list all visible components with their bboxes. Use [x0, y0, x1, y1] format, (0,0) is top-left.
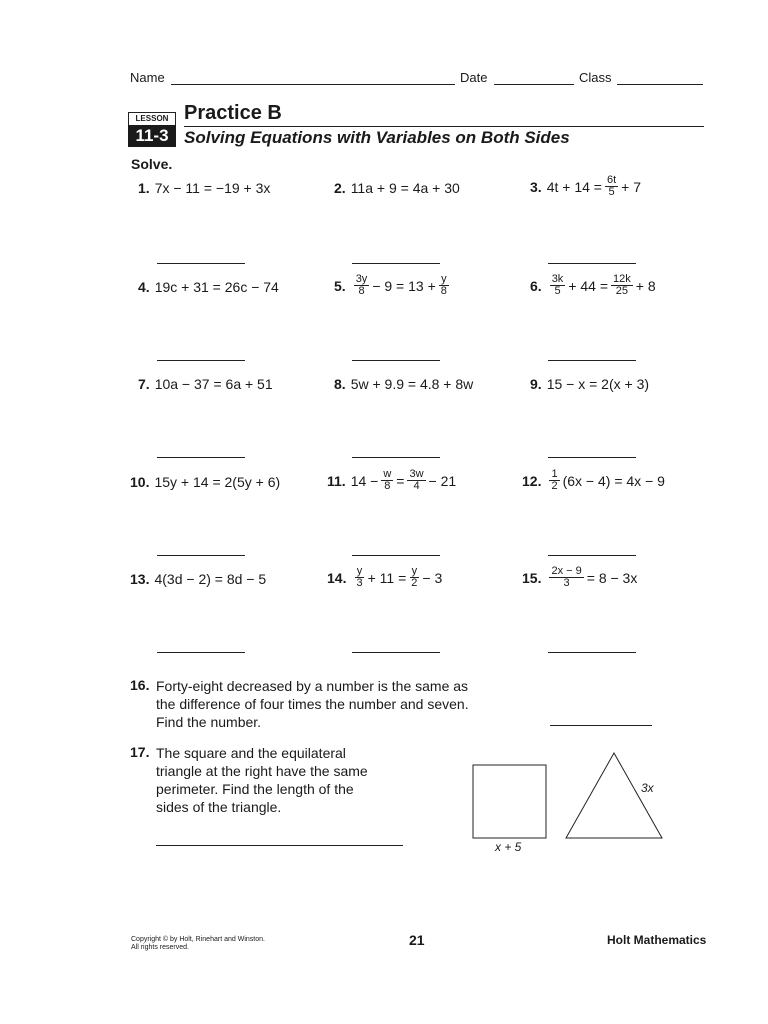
equation-part: + 11 =	[367, 569, 407, 586]
answer-line-17[interactable]	[156, 845, 403, 846]
answer-line-4[interactable]	[157, 360, 245, 361]
equation-part: =	[396, 472, 405, 489]
answer-line-12[interactable]	[548, 555, 636, 556]
equation-part: 14 −	[350, 472, 379, 489]
problem-9: 9. 15 − x = 2(x + 3)	[530, 376, 650, 392]
equation-part: − 21	[428, 472, 457, 489]
problem-7: 7. 10a − 37 = 6a + 51	[138, 376, 273, 392]
fraction: $\frac{3k}{5}$	[551, 273, 564, 297]
lesson-number: 11-3	[128, 125, 176, 147]
date-field[interactable]	[494, 84, 574, 85]
equation-part: − 9 = 13 +	[372, 277, 436, 294]
equation: 15y + 14 = 2(5y + 6)	[154, 474, 281, 490]
answer-line-16[interactable]	[550, 725, 652, 726]
title-rule	[184, 126, 704, 127]
equation-part: + 8	[635, 277, 656, 294]
fraction: $\frac{3y}{8}$	[355, 273, 368, 297]
equation-part: 4t + 14 =	[546, 178, 602, 195]
answer-line-13[interactable]	[157, 652, 245, 653]
fraction: $\frac{12k}{25}$	[613, 273, 631, 297]
problem-4: 4. 19c + 31 = 26c − 74	[138, 279, 279, 295]
problem-8: 8. 5w + 9.9 = 4.8 + 8w	[334, 376, 474, 392]
answer-line-8[interactable]	[352, 457, 440, 458]
equation: 19c + 31 = 26c − 74	[154, 279, 279, 295]
fraction: $\frac{1}{2}$	[551, 468, 558, 492]
fraction: $\frac{y}{3}$	[356, 565, 363, 589]
square-side-label: x + 5	[495, 840, 522, 854]
equation-part: = 8 − 3x	[586, 569, 638, 586]
problem-1: 1. 7x − 11 = −19 + 3x	[138, 180, 271, 196]
problem-10: 10. 15y + 14 = 2(5y + 6)	[130, 474, 281, 490]
fraction: $\frac{y}{2}$	[411, 565, 418, 589]
date-label: Date	[460, 70, 488, 85]
class-field[interactable]	[617, 84, 703, 85]
answer-line-6[interactable]	[548, 360, 636, 361]
class-label: Class	[579, 70, 612, 85]
answer-line-1[interactable]	[157, 263, 245, 264]
page-title: Practice B	[184, 102, 282, 124]
fraction: $\frac{2x - 9}{3}$	[551, 565, 582, 589]
answer-line-2[interactable]	[352, 263, 440, 264]
problem-12: 12. $\frac{1}{2}$ (6x − 4) = 4x − 9	[522, 468, 665, 492]
answer-line-15[interactable]	[548, 652, 636, 653]
problem-15: 15. $\frac{2x - 9}{3}$ = 8 − 3x	[522, 565, 638, 589]
equation: 15 − x = 2(x + 3)	[546, 376, 650, 392]
fraction: $\frac{w}{8}$	[383, 468, 392, 492]
problem-5: 5. $\frac{3y}{8}$ − 9 = 13 + $\frac{y}{8}$	[334, 273, 447, 297]
answer-line-10[interactable]	[157, 555, 245, 556]
lesson-tag: LESSON	[128, 112, 176, 126]
page-subtitle: Solving Equations with Variables on Both Sides	[184, 128, 570, 147]
name-field[interactable]	[171, 84, 455, 85]
problem-6: 6. $\frac{3k}{5}$ + 44 = $\frac{12k}{25}$ + 8	[530, 273, 656, 297]
name-label: Name	[130, 70, 165, 85]
answer-line-9[interactable]	[548, 457, 636, 458]
equation: 5w + 9.9 = 4.8 + 8w	[350, 376, 474, 392]
problem-13: 13. 4(3d − 2) = 8d − 5	[130, 571, 267, 587]
equation-part: + 7	[621, 178, 642, 195]
equation: 7x − 11 = −19 + 3x	[154, 180, 271, 196]
answer-line-11[interactable]	[352, 555, 440, 556]
problem-3: 3. 4t + 14 = $\frac{6t}{5}$ + 7	[530, 174, 642, 198]
fraction: $\frac{6t}{5}$	[606, 174, 617, 198]
triangle-side-label: 3x	[641, 781, 654, 795]
equation-part: (6x − 4) = 4x − 9	[562, 472, 665, 489]
fraction: $\frac{y}{8}$	[440, 273, 447, 297]
problem-2: 2. 11a + 9 = 4a + 30	[334, 180, 460, 196]
answer-line-3[interactable]	[548, 263, 636, 264]
publisher-name: Holt Mathematics	[607, 933, 707, 947]
square-shape	[473, 765, 546, 838]
equation: 11a + 9 = 4a + 30	[350, 180, 460, 196]
answer-line-5[interactable]	[352, 360, 440, 361]
equation: 4(3d − 2) = 8d − 5	[154, 571, 267, 587]
problem-17-number: 17.	[130, 744, 150, 760]
triangle-shape	[566, 753, 662, 838]
equation-part: − 3	[422, 569, 443, 586]
copyright: Copyright © by Holt, Rinehart and Winston. All rights reserved.	[131, 936, 265, 951]
page-number: 21	[409, 932, 425, 948]
problem-17-text: The square and the equilateral triangle at the right have the same perimeter. Find the length of the sides of the triangle.	[156, 745, 368, 815]
instructions: Solve.	[131, 156, 173, 172]
answer-line-14[interactable]	[352, 652, 440, 653]
answer-line-7[interactable]	[157, 457, 245, 458]
problem-14: 14. $\frac{y}{3}$ + 11 = $\frac{y}{2}$ − 3	[327, 565, 443, 589]
equation-part: + 44 =	[568, 277, 609, 294]
problem-11: 11. 14 − $\frac{w}{8}$ = $\frac{3w}{4}$ − 21	[327, 468, 457, 492]
equation: 10a − 37 = 6a + 51	[154, 376, 273, 392]
problem-16-text: Forty-eight decreased by a number is the same as the difference of four times the number and seven. Find the number.	[156, 678, 469, 730]
problem-16-number: 16.	[130, 677, 150, 693]
fraction: $\frac{3w}{4}$	[409, 468, 424, 492]
